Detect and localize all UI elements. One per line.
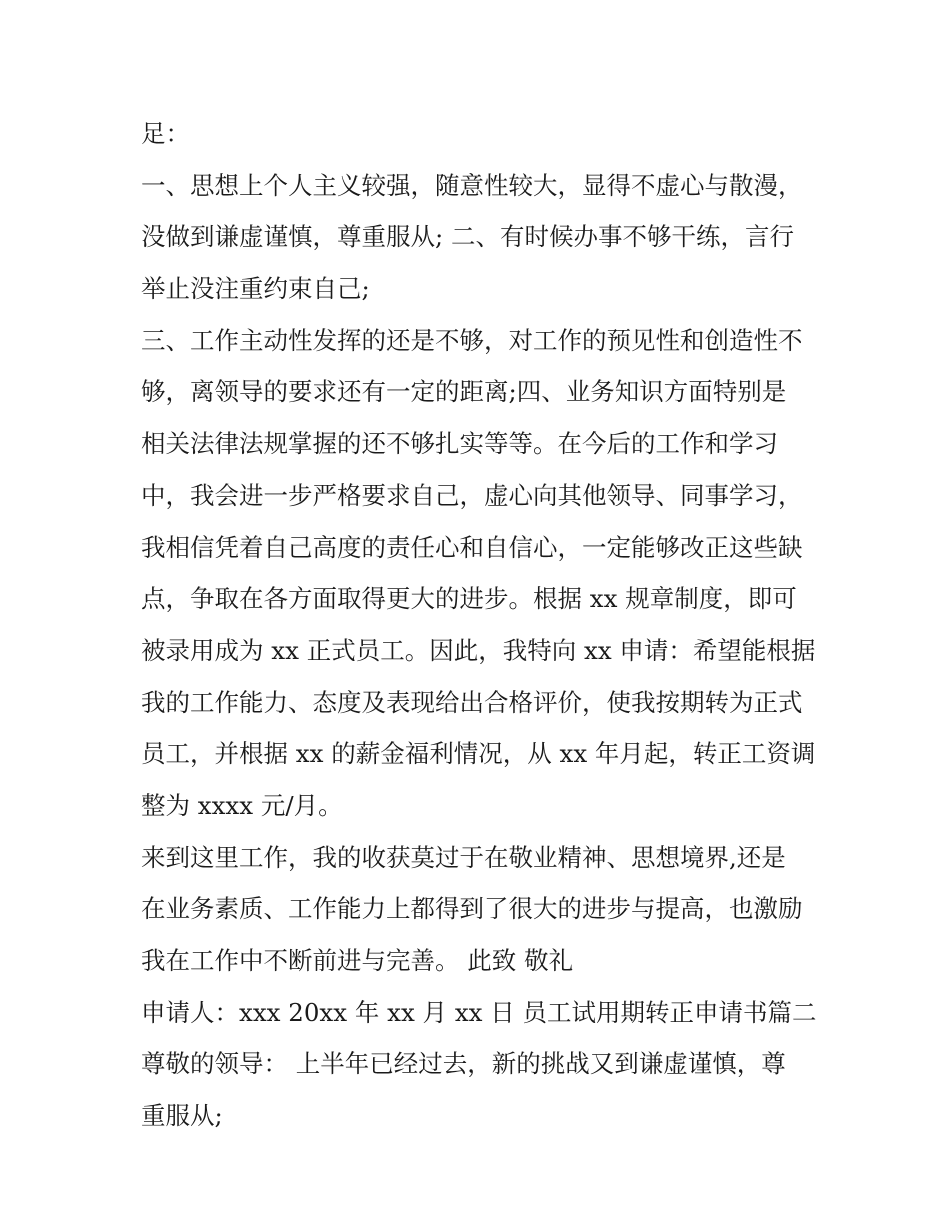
- text-line: 中，我会进一步严格要求自己，虚心向其他领导、同事学习，: [141, 480, 803, 510]
- text-line: 足：: [141, 119, 190, 148]
- text-line: 我相信凭着自己高度的责任心和自信心，一定能够改正这些缺: [141, 532, 803, 562]
- text-line: 相关法律法规掌握的还不够扎实等等。在今后的工作和学习: [141, 429, 778, 459]
- text-line: 来到这里工作，我的收获莫过于在敬业精神、思想境界,还是: [141, 842, 786, 872]
- text-line: 我的工作能力、态度及表现给出合格评价，使我按期转为正式: [141, 687, 803, 717]
- text-line: 员工，并根据 xx 的薪金福利情况，从 xx 年月起，转正工资调: [141, 739, 816, 769]
- text-line: 举止没注重约束自己;: [141, 274, 370, 304]
- text-line: 在业务素质、工作能力上都得到了很大的进步与提高，也激励: [141, 894, 803, 924]
- text-line: 尊敬的领导： 上半年已经过去，新的挑战又到谦虚谨慎，尊: [141, 1049, 786, 1079]
- text-line: 没做到谦虚谨慎，尊重服从; 二、有时候办事不够干练，言行: [141, 222, 795, 252]
- text-line: 申请人：xxx 20xx 年 xx 月 xx 日 员工试用期转正申请书篇二: [141, 997, 817, 1027]
- text-line: 点，争取在各方面取得更大的进步。根据 xx 规章制度，即可: [141, 584, 797, 614]
- text-line: 被录用成为 xx 正式员工。因此，我特向 xx 申请：希望能根据: [141, 635, 816, 665]
- text-line: 三、工作主动性发挥的还是不够，对工作的预见性和创造性不: [141, 325, 803, 355]
- text-line: 一、思想上个人主义较强，随意性较大，显得不虚心与散漫，: [141, 170, 803, 200]
- text-line: 重服从;: [141, 1101, 223, 1131]
- text-line: 整为 xxxx 元/月。: [141, 790, 343, 820]
- document-body: [141, 108, 821, 1142]
- text-line: 我在工作中不断前进与完善。 此致 敬礼: [141, 946, 574, 975]
- text-line: 够，离领导的要求还有一定的距离;四、业务知识方面特别是: [141, 377, 787, 407]
